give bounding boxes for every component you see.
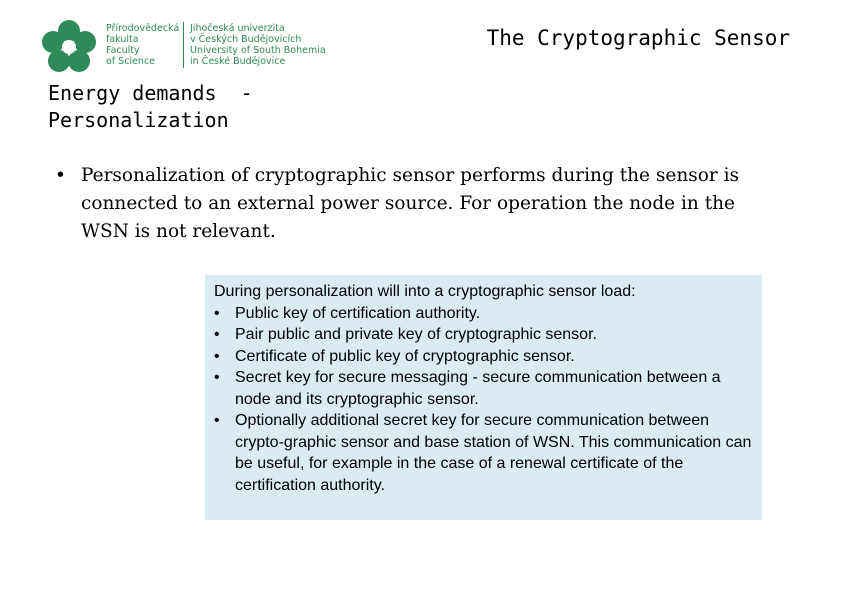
university-name [190, 23, 326, 67]
list-item-text: Pair public and private key of cryptographic sensor. [235, 326, 597, 343]
bullet-marker: • [214, 412, 220, 429]
section-heading-line2: Personalization [48, 108, 229, 132]
university-line: Jihočeská univerzita [190, 23, 285, 34]
bullet-marker: • [214, 326, 220, 343]
bullet-marker: • [214, 369, 220, 386]
faculty-line: of Science [106, 56, 156, 67]
list-item [214, 346, 752, 368]
section-heading-line1: Energy demands - [48, 81, 253, 105]
university-line: in České Budějovice [190, 56, 286, 67]
info-box-list [214, 303, 752, 497]
bullet-marker: • [214, 304, 220, 322]
flower-logo-icon [40, 18, 98, 74]
list-item [214, 410, 752, 496]
bullet-paragraph [55, 162, 785, 246]
faculty-line: Faculty [106, 45, 140, 56]
list-item-text: Certificate of public key of cryptographic sensor. [235, 347, 575, 365]
info-box [205, 275, 762, 520]
faculty-name [106, 23, 179, 67]
faculty-line: fakulta [106, 34, 139, 45]
university-line: University of South Bohemia [190, 45, 326, 56]
list-item-text: Public key of certification authority. [235, 304, 481, 322]
list-item-text: Secret key for secure messaging - secure communication between a node and its cryptographic sensor. [235, 369, 721, 408]
university-line: v Českých Budějovicích [190, 34, 302, 45]
university-logo [40, 18, 330, 74]
faculty-line: Přírodovědecká [106, 23, 180, 34]
bullet-marker: • [214, 347, 220, 365]
logo-divider [183, 22, 184, 68]
list-item-text: Optionally additional secret key for secure communication between crypto-graphic sensor and base station of WSN. This communication can be useful, for example in the case of a renewal certificate of the certification authority. [235, 412, 752, 494]
list-item [214, 324, 752, 346]
list-item [214, 303, 752, 325]
bullet-text: Personalization of cryptographic sensor performs during the sensor is connected to an external power source. For operation the node in the WSN is not relevant. [81, 165, 739, 242]
list-item [214, 367, 752, 410]
bullet-marker: • [55, 165, 66, 186]
slide-title: The Cryptographic Sensor [486, 26, 790, 50]
info-box-intro: During personalization will into a cryptographic sensor load: [214, 283, 636, 300]
section-heading [48, 80, 253, 134]
